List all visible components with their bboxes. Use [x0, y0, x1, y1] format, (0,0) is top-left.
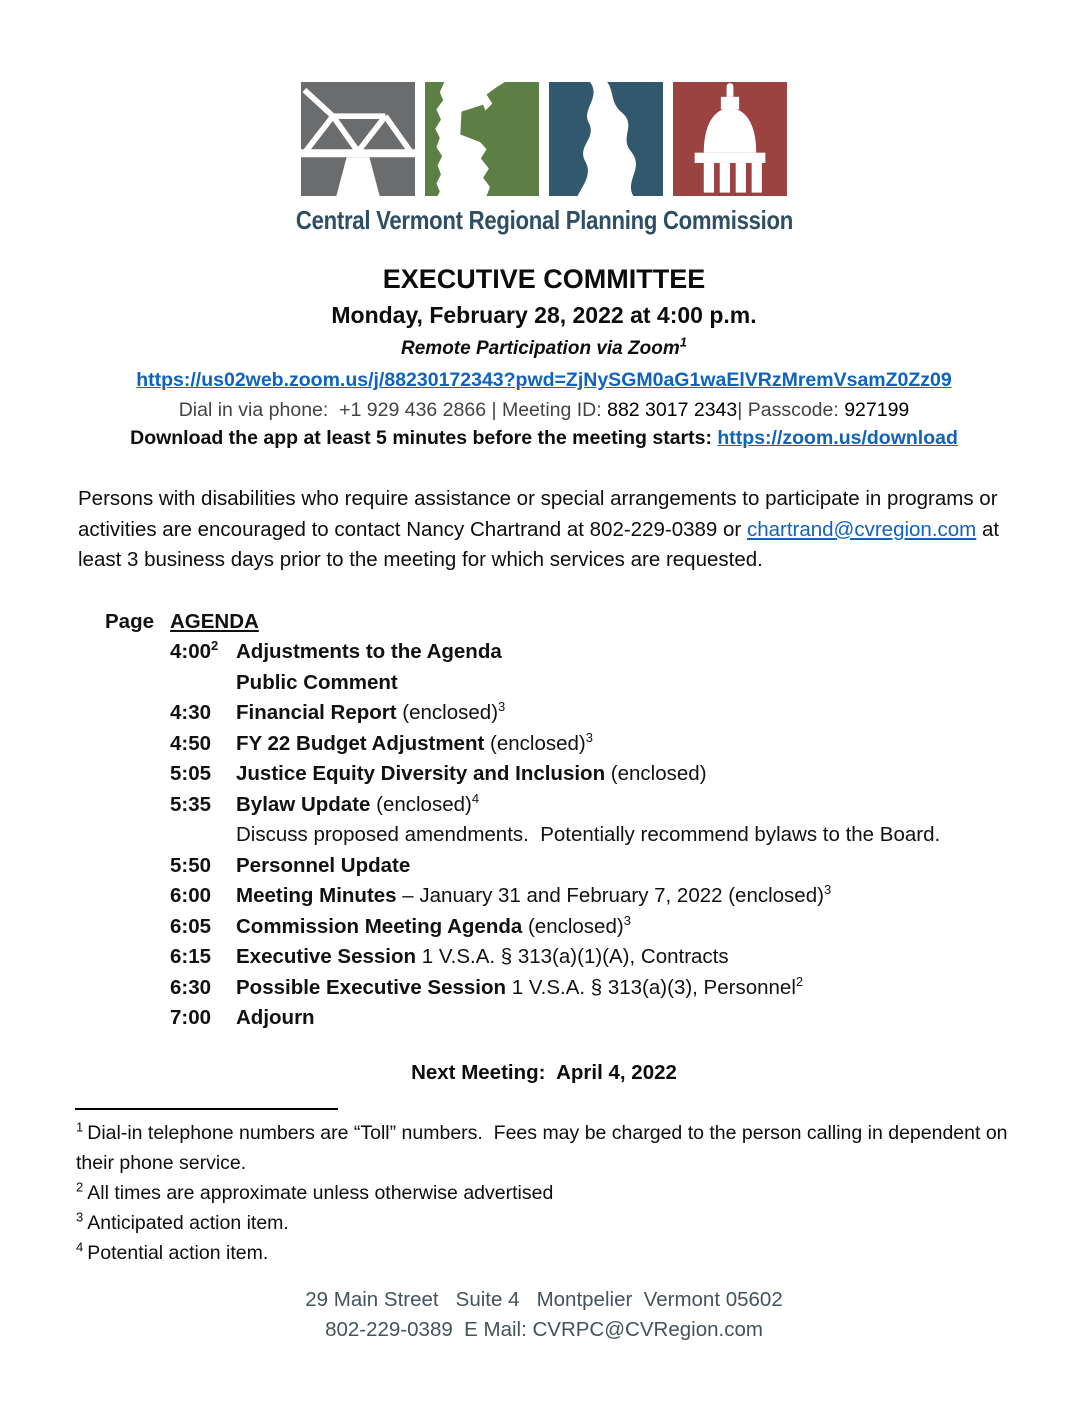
footnote-ref-4: 4 — [471, 790, 480, 806]
agenda-item-bylaw-note: Discuss proposed amendments. Potentially recommend bylaws to the Board. — [236, 823, 941, 846]
agenda-item-adjustments: $4:00^2$ Adjustments to the Agenda — [170, 638, 502, 663]
footer-address: 29 Main Street Suite 4 Montpelier Vermont 05602 — [305, 1287, 783, 1311]
agenda-item-meeting-minutes: 6:00 Meeting Minutes – January 31 and February 7, 2022 (enclosed)$^3$ — [170, 882, 832, 907]
agenda-item-jedi: 5:05 Justice Equity Diversity and Inclusion (enclosed) — [170, 762, 707, 785]
agenda-heading: AGENDA — [170, 609, 259, 633]
meeting-id: 882 3017 2343 — [607, 399, 738, 421]
download-instruction: Download the app at least 5 minutes before the meeting starts: https://zoom.us/download — [130, 427, 958, 449]
accessibility-notice: Persons with disabilities who require assistance or special arrangements to participate in programs or activities are encouraged to contact Nancy Chartrand at 802-229-0389 or chartrand@cvregion.com at least 3 business days prior to the meeting for which services are requested. — [78, 487, 1005, 571]
zoom-download-link[interactable]: https://zoom.us/download — [717, 427, 958, 449]
footnote-2: $^2$ All times are approximate unless otherwise advertised — [76, 1179, 554, 1204]
logo-wordmark: Central Vermont Regional Planning Commission — [295, 205, 793, 235]
footnote-ref-2: 2 — [211, 638, 219, 654]
footnotes-section — [76, 1118, 1013, 1268]
zoom-meeting-link[interactable]: https://us02web.zoom.us/j/88230172343?pwd=ZjNySGM0aG1waElVRzMremVsamZ0Zz09 — [136, 369, 952, 391]
agenda-item-possible-executive-session: 6:30 Possible Executive Session 1 V.S.A. § 313(a)(3), Personnel$^2$ — [170, 973, 804, 999]
capitol-dome-icon — [673, 82, 787, 196]
footnote-1: $^1$ Dial-in telephone numbers are “Toll” numbers. Fees may be charged to the person calling in dependent on their phone service. — [76, 1119, 1013, 1174]
organization-footer — [0, 1285, 1088, 1345]
contact-email-link[interactable]: chartrand@cvregion.com — [746, 517, 977, 541]
remote-participation-label: Remote Participation via Zoom$^1$ — [401, 334, 687, 359]
agenda-item-personnel-update: 5:50 Personnel Update — [170, 853, 411, 877]
footnote-ref-2: 2 — [795, 973, 804, 989]
agenda-item-adjourn: 7:00 Adjourn — [170, 1006, 315, 1029]
footnote-3: $^3$ Anticipated action item. — [76, 1209, 289, 1234]
river-icon — [549, 82, 663, 196]
agenda-item-bylaw-update: 5:35 Bylaw Update (enclosed)$^4$ — [170, 790, 480, 816]
meeting-datetime: Monday, February 28, 2022 at 4:00 p.m. — [331, 302, 757, 328]
footnote-ref-3: 3 — [623, 912, 631, 928]
footnote-separator — [75, 1108, 338, 1110]
committee-title: EXECUTIVE COMMITTEE — [382, 264, 706, 294]
bridge-icon — [301, 82, 415, 196]
agenda-item-budget-adjustment: 4:50 FY 22 Budget Adjustment (enclosed)$^3$ — [170, 729, 593, 755]
next-meeting-notice: Next Meeting: April 4, 2022 — [411, 1060, 677, 1084]
footnote-ref-3: 3 — [823, 882, 832, 898]
footnote-ref-3: 3 — [585, 729, 593, 745]
vermont-map-icon — [425, 82, 539, 196]
dial-in-info: Dial in via phone: +1 929 436 2866 | Meeting ID: 882 3017 2343| Passcode: 927199 — [178, 399, 910, 421]
footnote-ref-1: 1 — [679, 334, 687, 350]
footnote-ref-3: 3 — [498, 699, 506, 715]
agenda-item-commission-agenda: 6:05 Commission Meeting Agenda (enclosed)$^3$ — [170, 912, 631, 938]
passcode: 927199 — [844, 399, 910, 421]
footer-contact: 802-229-0389 E Mail: CVRPC@CVRegion.com — [325, 1317, 763, 1341]
agenda-item-public-comment: Public Comment — [236, 670, 398, 694]
agenda-section — [0, 607, 1088, 1034]
footnote-4: $^4$ Potential action item. — [76, 1239, 269, 1264]
page-column-label: Page — [105, 609, 154, 633]
cvrpc-logo — [301, 82, 787, 196]
agenda-item-financial-report: 4:30 Financial Report (enclosed)$^3$ — [170, 699, 506, 724]
agenda-item-executive-session: 6:15 Executive Session 1 V.S.A. § 313(a)(1)(A), Contracts — [170, 945, 729, 968]
